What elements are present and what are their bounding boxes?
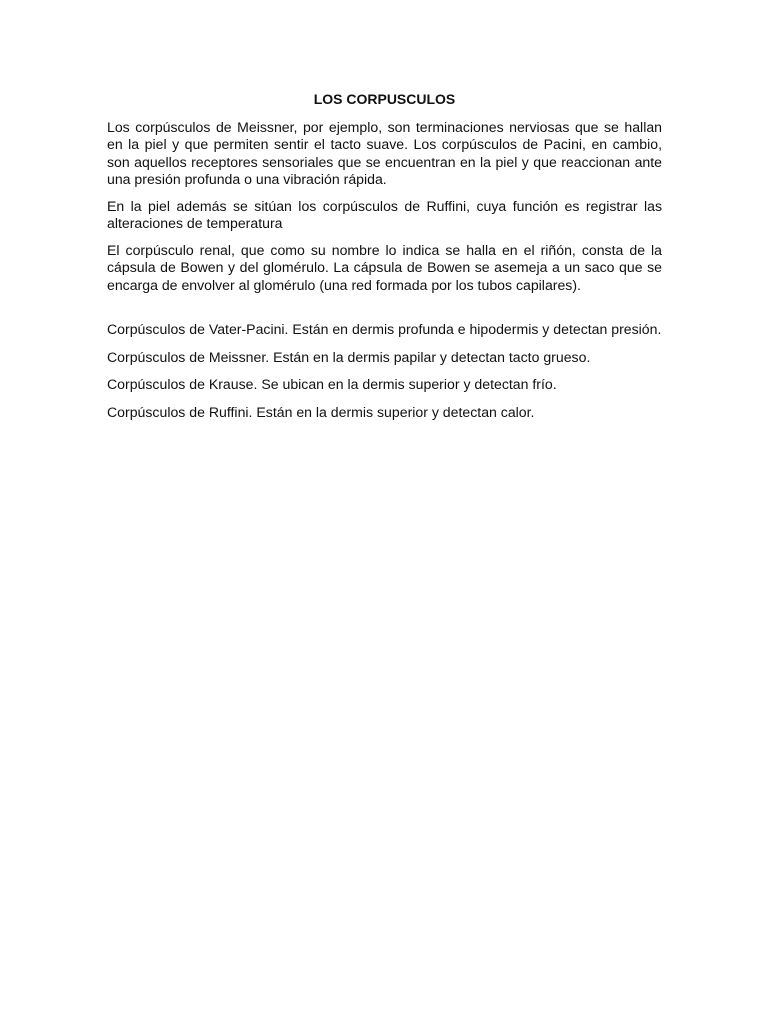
list-item-vater-pacini: Corpúsculos de Vater-Pacini. Están en dermis profunda e hipodermis y detectan presión.	[107, 321, 662, 337]
document-title: LOS CORPUSCULOS	[313, 91, 456, 107]
section-spacer	[107, 303, 662, 321]
document-body	[107, 91, 662, 431]
paragraph-corpusculo-renal: El corpúsculo renal, que como su nombre lo indica se halla en el riñón, consta de la cápsula de Bowen y del glomérulo. La cápsula de Bowen se asemeja a un saco que se encarga de envolver al glomérulo (una red formada por los tubos capilares).	[107, 241, 662, 293]
paragraph-meissner-pacini: Los corpúsculos de Meissner, por ejemplo, son terminaciones nerviosas que se hallan en la piel y que permiten sentir el tacto suave. Los corpúsculos de Pacini, en cambio, son aquellos receptores sensoriales que se encuentran en la piel y que reaccionan ante una presión profunda o una vibración rápida.	[107, 118, 662, 187]
list-item-ruffini: Corpúsculos de Ruffini. Están en la dermis superior y detectan calor.	[107, 403, 535, 420]
paragraph-ruffini: En la piel además se sitúan los corpúsculos de Ruffini, cuya función es registrar las alteraciones de temperatura	[107, 197, 662, 231]
list-item-meissner: Corpúsculos de Meissner. Están en la dermis papilar y detectan tacto grueso.	[107, 348, 591, 365]
list-item-krause: Corpúsculos de Krause. Se ubican en la dermis superior y detectan frío.	[107, 376, 557, 392]
